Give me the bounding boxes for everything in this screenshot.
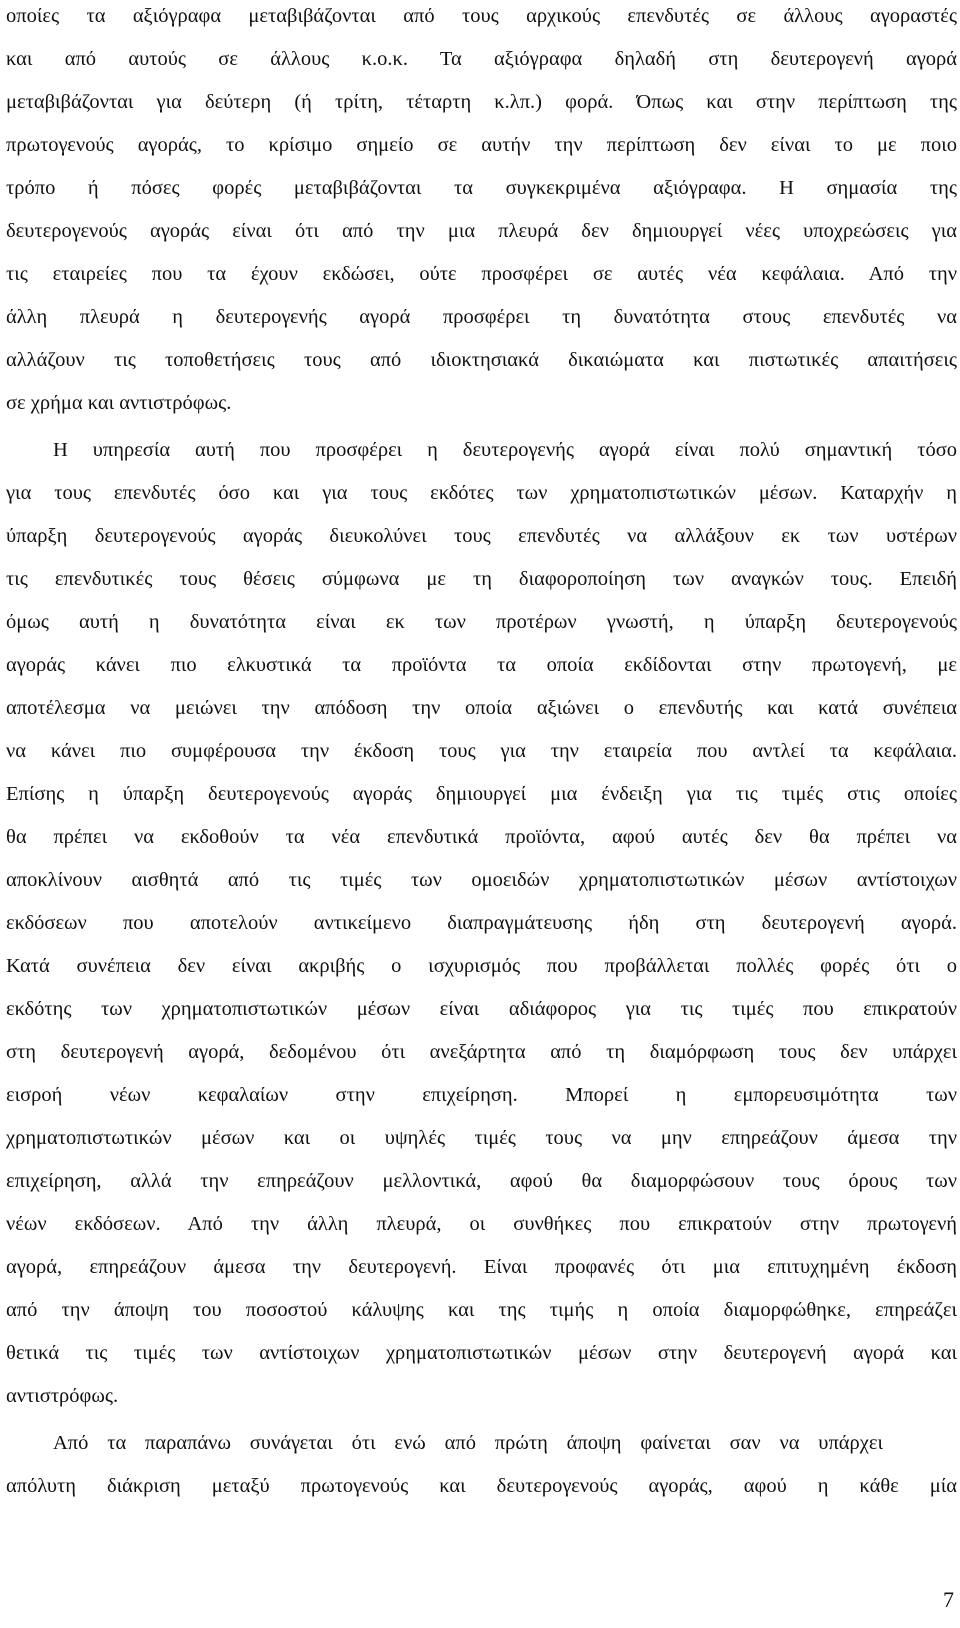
- text-line: από την άποψη του ποσοστού κάλυψης και της τιμής η οποία διαμορφώθηκε, επηρεάζει: [6, 1299, 957, 1321]
- text-line: αγορά, επηρεάζουν άμεσα την δευτερογενή. Είναι προφανές ότι μια επιτυχημένη έκδοση: [6, 1256, 957, 1278]
- text-line: να κάνει πιο συμφέρουσα την έκδοση τους για την εταιρεία που αντλεί τα κεφάλαια.: [6, 740, 957, 762]
- text-line: αποκλίνουν αισθητά από τις τιμές των ομοειδών χρηματοπιστωτικών μέσων αντίστοιχων: [6, 869, 957, 891]
- page-number: 7: [943, 1587, 954, 1612]
- text-line: δευτερογενούς αγοράς είναι ότι από την μια πλευρά δεν δημιουργεί νέες υποχρεώσεις για: [6, 220, 957, 242]
- text-line: τις εταιρείες που τα έχουν εκδώσει, ούτε προσφέρει σε αυτές νέα κεφάλαια. Από την: [6, 263, 957, 285]
- text-line: για τους επενδυτές όσο και για τους εκδότες των χρηματοπιστωτικών μέσων. Καταρχήν η: [6, 482, 957, 504]
- text-line: εκδόσεων που αποτελούν αντικείμενο διαπραγμάτευσης ήδη στη δευτερογενή αγορά.: [6, 912, 957, 934]
- text-line: χρηματοπιστωτικών μέσων και οι υψηλές τιμές τους να μην επηρεάζουν άμεσα την: [6, 1127, 957, 1149]
- text-line: νέων εκδόσεων. Από την άλλη πλευρά, οι συνθήκες που επικρατούν στην πρωτογενή: [6, 1213, 957, 1235]
- text-line: όμως αυτή η δυνατότητα είναι εκ των προτέρων γνωστή, η ύπαρξη δευτερογενούς: [6, 611, 957, 633]
- paragraph-first-line: Η υπηρεσία αυτή που προσφέρει η δευτερογενής αγορά είναι πολύ σημαντική τόσο: [53, 439, 957, 461]
- text-line: αλλάζουν τις τοποθετήσεις τους από ιδιοκτησιακά δικαιώματα και πιστωτικές απαιτήσεις: [6, 349, 957, 371]
- paragraph-first-line: Από τα παραπάνω συνάγεται ότι ενώ από πρώτη άποψη φαίνεται σαν να υπάρχει: [53, 1432, 883, 1454]
- text-line: εκδότης των χρηματοπιστωτικών μέσων είναι αδιάφορος για τις τιμές που επικρατούν: [6, 998, 957, 1020]
- text-line: Κατά συνέπεια δεν είναι ακριβής ο ισχυρισμός που προβάλλεται πολλές φορές ότι ο: [6, 955, 957, 977]
- text-line: τις επενδυτικές τους θέσεις σύμφωνα με τη διαφοροποίηση των αναγκών τους. Επειδή: [6, 568, 957, 590]
- text-line: αποτέλεσμα να μειώνει την απόδοση την οποία αξιώνει ο επενδυτής και κατά συνέπεια: [6, 697, 957, 719]
- text-line: επιχείρηση, αλλά την επηρεάζουν μελλοντικά, αφού θα διαμορφώσουν τους όρους των: [6, 1170, 957, 1192]
- text-line: εισροή νέων κεφαλαίων στην επιχείρηση. Μπορεί η εμπορευσιμότητα των: [6, 1084, 957, 1106]
- text-line: θετικά τις τιμές των αντίστοιχων χρηματοπιστωτικών μέσων στην δευτερογενή αγορά και: [6, 1342, 957, 1364]
- text-line: αντιστρόφως.: [6, 1385, 119, 1407]
- text-line: τρόπο ή πόσες φορές μεταβιβάζονται τα συγκεκριμένα αξιόγραφα. Η σημασία της: [6, 177, 957, 199]
- text-line: στη δευτερογενή αγορά, δεδομένου ότι ανεξάρτητα από τη διαμόρφωση τους δεν υπάρχει: [6, 1041, 957, 1063]
- text-line: θα πρέπει να εκδοθούν τα νέα επενδυτικά προϊόντα, αφού αυτές δεν θα πρέπει να: [6, 826, 957, 848]
- text-line: αγοράς κάνει πιο ελκυστικά τα προϊόντα τα οποία εκδίδονται στην πρωτογενή, με: [6, 654, 957, 676]
- text-line: ύπαρξη δευτερογενούς αγοράς διευκολύνει τους επενδυτές να αλλάξουν εκ των υστέρων: [6, 525, 957, 547]
- text-line: απόλυτη διάκριση μεταξύ πρωτογενούς και δευτερογενούς αγοράς, αφού η κάθε μία: [6, 1475, 957, 1497]
- text-line: και από αυτούς σε άλλους κ.ο.κ. Τα αξιόγραφα δηλαδή στη δευτερογενή αγορά: [6, 48, 957, 70]
- text-line: σε χρήμα και αντιστρόφως.: [6, 392, 232, 414]
- text-line: μεταβιβάζονται για δεύτερη (ή τρίτη, τέταρτη κ.λπ.) φορά. Όπως και στην περίπτωση της: [6, 91, 957, 113]
- text-line: οποίες τα αξιόγραφα μεταβιβάζονται από τους αρχικούς επενδυτές σε άλλους αγοραστές: [6, 5, 957, 27]
- text-line: άλλη πλευρά η δευτερογενής αγορά προσφέρει τη δυνατότητα στους επενδυτές να: [6, 306, 957, 328]
- text-line: πρωτογενούς αγοράς, το κρίσιμο σημείο σε αυτήν την περίπτωση δεν είναι το με ποιο: [6, 134, 957, 156]
- text-line: Επίσης η ύπαρξη δευτερογενούς αγοράς δημιουργεί μια ένδειξη για τις τιμές στις οποίες: [6, 783, 957, 805]
